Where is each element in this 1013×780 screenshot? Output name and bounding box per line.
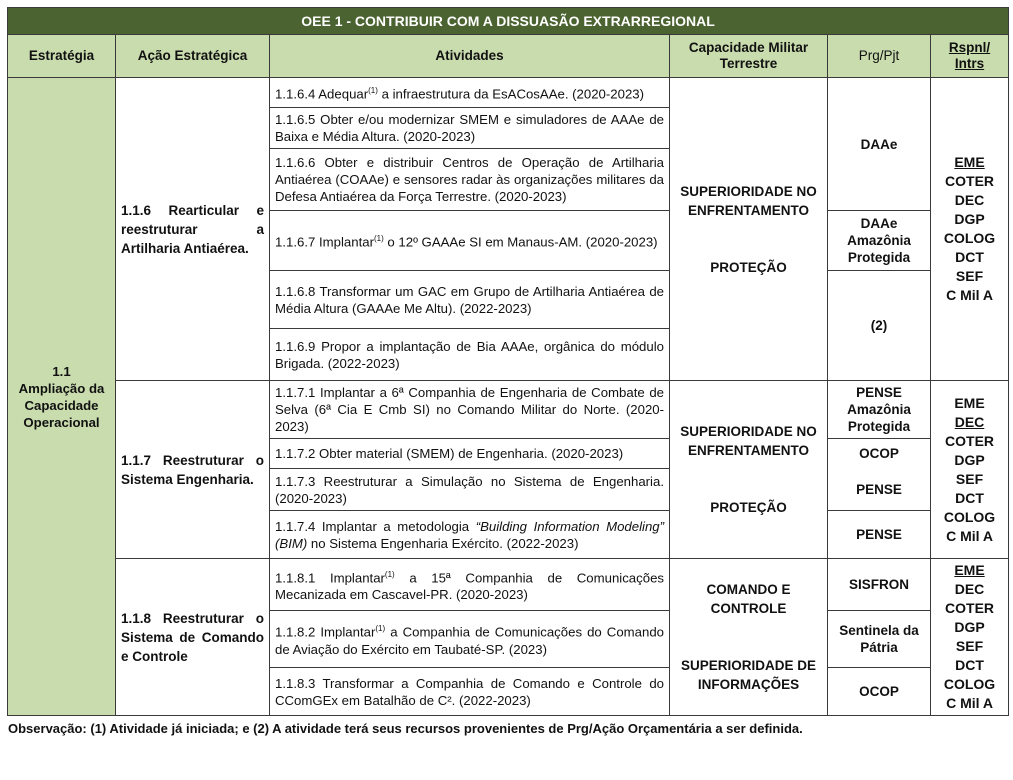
oee-table (7, 7, 1009, 716)
prg-sisfron: SISFRON (828, 559, 931, 611)
activity-1-1-7-4: 1.1.7.4 Implantar a metodologia “Building Information Modeling” (BIM) no Sistema Engenharia Exército. (2022-2023) (270, 511, 670, 559)
header-prg: Prg/Pjt (828, 35, 931, 78)
activity-1-1-6-7: 1.1.6.7 Implantar$^{(1)}$ o 12º GAAAe SI em Manaus-AM. (2020-2023) (270, 211, 670, 271)
activity-1-1-7-1: 1.1.7.1 Implantar a 6ª Companhia de Engenharia de Combate de Selva (6ª Cia E Cmb SI) no Comando Militar do Norte. (2020-2023) (270, 381, 670, 439)
capacidade-group3: COMANDO E CONTROLE SUPERIORIDADE DE INFORMAÇÕES (670, 559, 828, 716)
header-capacidade: Capacidade Militar Terrestre (670, 35, 828, 78)
activity-1-1-6-5: 1.1.6.5 Obter e/ou modernizar SMEM e simuladores de AAAe de Baixa e Média Altura. (2020-2023) (270, 108, 670, 149)
activity-1-1-8-3: 1.1.8.3 Transformar a Companhia de Comando e Controle do CComGEx em Batalhão de C². (2022-2023) (270, 668, 670, 716)
header-estrategia: Estratégia (8, 35, 116, 78)
capacidade-group1: SUPERIORIDADE NO ENFRENTAMENTO PROTEÇÃO (670, 78, 828, 381)
prg-note-2: (2) (828, 271, 931, 381)
prg-pense-1: PENSE (828, 469, 931, 511)
prg-ocop-2: OCOP (828, 668, 931, 716)
prg-ocop: OCOP (828, 439, 931, 469)
table-title: OEE 1 - CONTRIBUIR COM A DISSUASÃO EXTRARREGIONAL (8, 8, 1009, 35)
prg-daae-amazonia: DAAe Amazônia Protegida (828, 211, 931, 271)
activity-1-1-6-4: 1.1.6.4 Adequar$^{(1)}$ a infraestrutura da EsACosAAe. (2020-2023) (270, 78, 670, 108)
prg-sentinela: Sentinela da Pátria (828, 610, 931, 668)
activity-1-1-7-2: 1.1.7.2 Obter material (SMEM) de Engenharia. (2020-2023) (270, 439, 670, 469)
rspnl-group2: EME DEC COTER DGP SEF DCT COLOG C Mil A (931, 381, 1009, 559)
rspnl-group3: EME DEC COTER DGP SEF DCT COLOG C Mil A (931, 559, 1009, 716)
acao-1-1-6: 1.1.6 Rearticular e reestruturar a Artilharia Antiaérea. (116, 78, 270, 381)
capacidade-group2: SUPERIORIDADE NO ENFRENTAMENTO PROTEÇÃO (670, 381, 828, 559)
activity-1-1-8-2: 1.1.8.2 Implantar$^{(1)}$ a Companhia de Comunicações do Comando de Aviação do Exército em Taubaté-SP. (2023) (270, 610, 670, 668)
acao-1-1-8: 1.1.8 Reestruturar o Sistema de Comando e Controle (116, 559, 270, 716)
prg-daae: DAAe (828, 78, 931, 211)
header-rspnl: Rspnl/ Intrs (931, 35, 1009, 78)
estrategia-cell: 1.1 Ampliação da Capacidade Operacional (8, 78, 116, 716)
activity-1-1-6-8: 1.1.6.8 Transformar um GAC em Grupo de Artilharia Antiaérea de Média Altura (GAAAe Me Altu). (2022-2023) (270, 271, 670, 329)
document-page (7, 7, 1008, 736)
activity-1-1-7-3: 1.1.7.3 Reestruturar a Simulação no Sistema de Engenharia. (2020-2023) (270, 469, 670, 511)
observacao-note: Observação: (1) Atividade já iniciada; e (2) A atividade terá seus recursos provenientes de Prg/Ação Orçamentária a ser definida. (8, 721, 803, 736)
activity-1-1-6-9: 1.1.6.9 Propor a implantação de Bia AAAe, orgânica do módulo Brigada. (2022-2023) (270, 329, 670, 381)
prg-pense-amazonia: PENSE Amazônia Protegida (828, 381, 931, 439)
acao-1-1-7: 1.1.7 Reestruturar o Sistema Engenharia. (116, 381, 270, 559)
prg-pense-2: PENSE (828, 511, 931, 559)
header-acao: Ação Estratégica (116, 35, 270, 78)
activity-1-1-6-6: 1.1.6.6 Obter e distribuir Centros de Operação de Artilharia Antiaérea (COAAe) e sensores radar às organizações militares da Defesa Antiaérea da Força Terrestre. (2020-2023) (270, 149, 670, 211)
activity-1-1-8-1: 1.1.8.1 Implantar$^{(1)}$ a 15ª Companhia de Comunicações Mecanizada em Cascavel-PR. (2020-2023) (270, 559, 670, 611)
rspnl-group1: EME COTER DEC DGP COLOG DCT SEF C Mil A (931, 78, 1009, 381)
header-atividades: Atividades (270, 35, 670, 78)
